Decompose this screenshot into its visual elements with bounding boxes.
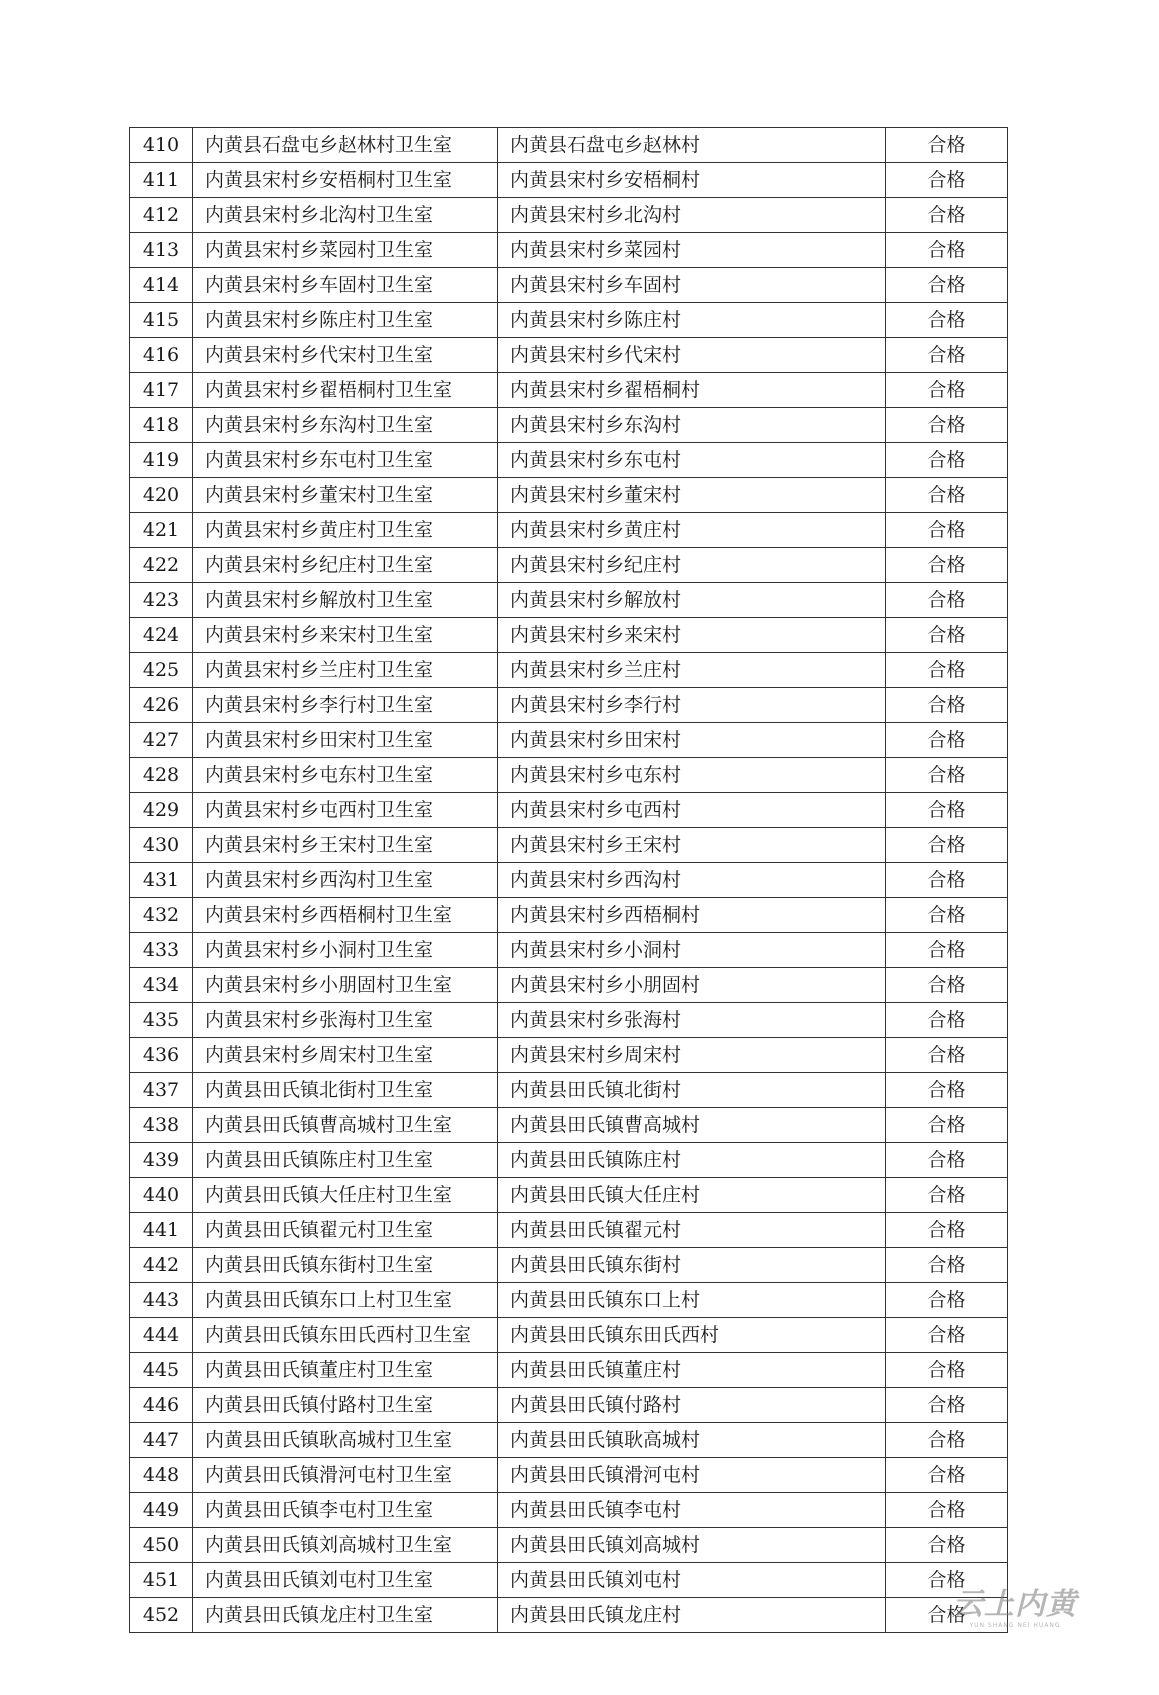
clinic-name: 内黄县石盘屯乡赵林村卫生室 (193, 128, 498, 163)
row-number: 431 (130, 863, 193, 898)
clinic-address: 内黄县宋村乡兰庄村 (498, 653, 886, 688)
clinic-address: 内黄县宋村乡田宋村 (498, 723, 886, 758)
row-number: 411 (130, 163, 193, 198)
inspection-result: 合格 (886, 898, 1008, 933)
clinic-name: 内黄县田氏镇刘屯村卫生室 (193, 1563, 498, 1598)
row-number: 449 (130, 1493, 193, 1528)
table-row (130, 1073, 1008, 1108)
table-row (130, 233, 1008, 268)
clinic-name: 内黄县宋村乡周宋村卫生室 (193, 1038, 498, 1073)
clinic-name: 内黄县田氏镇翟元村卫生室 (193, 1213, 498, 1248)
clinic-address: 内黄县田氏镇翟元村 (498, 1213, 886, 1248)
inspection-result: 合格 (886, 233, 1008, 268)
table-row (130, 1143, 1008, 1178)
clinic-address: 内黄县田氏镇刘高城村 (498, 1528, 886, 1563)
row-number: 417 (130, 373, 193, 408)
inspection-result: 合格 (886, 513, 1008, 548)
table-row (130, 1493, 1008, 1528)
inspection-result: 合格 (886, 1178, 1008, 1213)
clinic-address: 内黄县石盘屯乡赵林村 (498, 128, 886, 163)
table-row (130, 338, 1008, 373)
inspection-result: 合格 (886, 1213, 1008, 1248)
row-number: 426 (130, 688, 193, 723)
clinic-address: 内黄县宋村乡西沟村 (498, 863, 886, 898)
clinic-address: 内黄县田氏镇李屯村 (498, 1493, 886, 1528)
table-row (130, 1003, 1008, 1038)
clinic-address: 内黄县宋村乡董宋村 (498, 478, 886, 513)
clinic-address: 内黄县宋村乡张海村 (498, 1003, 886, 1038)
clinic-name: 内黄县田氏镇北街村卫生室 (193, 1073, 498, 1108)
row-number: 443 (130, 1283, 193, 1318)
table-row (130, 1108, 1008, 1143)
watermark-subtext: YUN SHANG NEI HUANG (969, 1622, 1061, 1629)
table-row (130, 1598, 1008, 1633)
clinic-address: 内黄县田氏镇陈庄村 (498, 1143, 886, 1178)
inspection-result: 合格 (886, 758, 1008, 793)
table-row (130, 408, 1008, 443)
row-number: 416 (130, 338, 193, 373)
clinic-name: 内黄县宋村乡东屯村卫生室 (193, 443, 498, 478)
clinic-address: 内黄县田氏镇刘屯村 (498, 1563, 886, 1598)
clinic-address: 内黄县田氏镇东口上村 (498, 1283, 886, 1318)
inspection-result: 合格 (886, 478, 1008, 513)
table-row (130, 758, 1008, 793)
row-number: 432 (130, 898, 193, 933)
clinic-address: 内黄县宋村乡来宋村 (498, 618, 886, 653)
clinic-name: 内黄县田氏镇耿高城村卫生室 (193, 1423, 498, 1458)
row-number: 440 (130, 1178, 193, 1213)
clinic-address: 内黄县宋村乡屯东村 (498, 758, 886, 793)
clinic-name: 内黄县宋村乡张海村卫生室 (193, 1003, 498, 1038)
clinic-address: 内黄县宋村乡王宋村 (498, 828, 886, 863)
clinic-address: 内黄县田氏镇耿高城村 (498, 1423, 886, 1458)
table-row (130, 128, 1008, 163)
table-row (130, 723, 1008, 758)
clinic-name: 内黄县宋村乡车固村卫生室 (193, 268, 498, 303)
row-number: 445 (130, 1353, 193, 1388)
clinic-address: 内黄县宋村乡陈庄村 (498, 303, 886, 338)
clinic-name: 内黄县宋村乡西沟村卫生室 (193, 863, 498, 898)
inspection-result: 合格 (886, 968, 1008, 1003)
inspection-result: 合格 (886, 163, 1008, 198)
table-row (130, 863, 1008, 898)
clinic-name: 内黄县宋村乡北沟村卫生室 (193, 198, 498, 233)
clinic-address: 内黄县田氏镇付路村 (498, 1388, 886, 1423)
clinic-name: 内黄县宋村乡西梧桐村卫生室 (193, 898, 498, 933)
clinic-name: 内黄县田氏镇东田氏西村卫生室 (193, 1318, 498, 1353)
clinic-name: 内黄县宋村乡田宋村卫生室 (193, 723, 498, 758)
row-number: 424 (130, 618, 193, 653)
clinic-name: 内黄县田氏镇滑河屯村卫生室 (193, 1458, 498, 1493)
clinic-address: 内黄县宋村乡东屯村 (498, 443, 886, 478)
clinic-name: 内黄县宋村乡翟梧桐村卫生室 (193, 373, 498, 408)
table-row (130, 478, 1008, 513)
inspection-result: 合格 (886, 268, 1008, 303)
inspection-result: 合格 (886, 1143, 1008, 1178)
clinic-name: 内黄县田氏镇付路村卫生室 (193, 1388, 498, 1423)
table-row (130, 1283, 1008, 1318)
row-number: 425 (130, 653, 193, 688)
table-row (130, 1388, 1008, 1423)
table-body (130, 128, 1008, 1633)
inspection-result: 合格 (886, 1283, 1008, 1318)
table-row (130, 1213, 1008, 1248)
row-number: 438 (130, 1108, 193, 1143)
clinic-name: 内黄县田氏镇陈庄村卫生室 (193, 1143, 498, 1178)
clinic-name: 内黄县宋村乡小洞村卫生室 (193, 933, 498, 968)
row-number: 452 (130, 1598, 193, 1633)
inspection-result: 合格 (886, 1003, 1008, 1038)
row-number: 437 (130, 1073, 193, 1108)
table-row (130, 898, 1008, 933)
table-row (130, 373, 1008, 408)
table-row (130, 1318, 1008, 1353)
inspection-result: 合格 (886, 1353, 1008, 1388)
row-number: 436 (130, 1038, 193, 1073)
clinic-address: 内黄县田氏镇东街村 (498, 1248, 886, 1283)
clinic-name: 内黄县宋村乡安梧桐村卫生室 (193, 163, 498, 198)
inspection-result: 合格 (886, 793, 1008, 828)
row-number: 418 (130, 408, 193, 443)
row-number: 450 (130, 1528, 193, 1563)
table-row (130, 968, 1008, 1003)
inspection-result: 合格 (886, 373, 1008, 408)
inspection-result: 合格 (886, 1073, 1008, 1108)
table-row (130, 548, 1008, 583)
row-number: 420 (130, 478, 193, 513)
clinic-address: 内黄县宋村乡车固村 (498, 268, 886, 303)
clinic-name: 内黄县田氏镇董庄村卫生室 (193, 1353, 498, 1388)
row-number: 433 (130, 933, 193, 968)
table-row (130, 1248, 1008, 1283)
inspection-result: 合格 (886, 618, 1008, 653)
inspection-result: 合格 (886, 198, 1008, 233)
clinic-name: 内黄县宋村乡王宋村卫生室 (193, 828, 498, 863)
clinic-address: 内黄县宋村乡代宋村 (498, 338, 886, 373)
clinic-address: 内黄县宋村乡安梧桐村 (498, 163, 886, 198)
table-row (130, 1528, 1008, 1563)
clinic-address: 内黄县宋村乡小洞村 (498, 933, 886, 968)
table-row (130, 1038, 1008, 1073)
inspection-result: 合格 (886, 933, 1008, 968)
clinic-address: 内黄县田氏镇董庄村 (498, 1353, 886, 1388)
row-number: 412 (130, 198, 193, 233)
table-row (130, 198, 1008, 233)
table-row (130, 1563, 1008, 1598)
row-number: 435 (130, 1003, 193, 1038)
row-number: 448 (130, 1458, 193, 1493)
row-number: 421 (130, 513, 193, 548)
inspection-result: 合格 (886, 723, 1008, 758)
row-number: 451 (130, 1563, 193, 1598)
inspection-result: 合格 (886, 303, 1008, 338)
inspection-result: 合格 (886, 128, 1008, 163)
row-number: 419 (130, 443, 193, 478)
clinic-name: 内黄县宋村乡董宋村卫生室 (193, 478, 498, 513)
inspection-result: 合格 (886, 1493, 1008, 1528)
row-number: 429 (130, 793, 193, 828)
table-row (130, 688, 1008, 723)
inspection-result: 合格 (886, 1038, 1008, 1073)
watermark-text: 云上内黄 (953, 1587, 1077, 1622)
inspection-result: 合格 (886, 1318, 1008, 1353)
clinic-address: 内黄县田氏镇大任庄村 (498, 1178, 886, 1213)
table-row (130, 303, 1008, 338)
inspection-result: 合格 (886, 1108, 1008, 1143)
clinic-name: 内黄县宋村乡黄庄村卫生室 (193, 513, 498, 548)
clinic-name: 内黄县宋村乡解放村卫生室 (193, 583, 498, 618)
inspection-result: 合格 (886, 1248, 1008, 1283)
row-number: 441 (130, 1213, 193, 1248)
inspection-result: 合格 (886, 828, 1008, 863)
table-row (130, 268, 1008, 303)
clinic-name: 内黄县宋村乡李行村卫生室 (193, 688, 498, 723)
clinic-name: 内黄县宋村乡小朋固村卫生室 (193, 968, 498, 1003)
table-row (130, 933, 1008, 968)
inspection-result: 合格 (886, 1423, 1008, 1458)
inspection-result: 合格 (886, 1458, 1008, 1493)
clinic-address: 内黄县田氏镇龙庄村 (498, 1598, 886, 1633)
row-number: 439 (130, 1143, 193, 1178)
row-number: 427 (130, 723, 193, 758)
watermark-logo (935, 1588, 1095, 1630)
clinic-address: 内黄县田氏镇北街村 (498, 1073, 886, 1108)
table-row (130, 618, 1008, 653)
clinic-name: 内黄县田氏镇李屯村卫生室 (193, 1493, 498, 1528)
clinic-address: 内黄县宋村乡周宋村 (498, 1038, 886, 1073)
clinic-address: 内黄县宋村乡黄庄村 (498, 513, 886, 548)
row-number: 430 (130, 828, 193, 863)
clinic-address: 内黄县宋村乡西梧桐村 (498, 898, 886, 933)
clinic-address: 内黄县宋村乡翟梧桐村 (498, 373, 886, 408)
table-row (130, 583, 1008, 618)
table-row (130, 1458, 1008, 1493)
row-number: 422 (130, 548, 193, 583)
inspection-result: 合格 (886, 443, 1008, 478)
inspection-result: 合格 (886, 548, 1008, 583)
row-number: 446 (130, 1388, 193, 1423)
table-row (130, 443, 1008, 478)
clinic-name: 内黄县田氏镇东街村卫生室 (193, 1248, 498, 1283)
row-number: 423 (130, 583, 193, 618)
table-row (130, 793, 1008, 828)
clinic-name: 内黄县宋村乡屯东村卫生室 (193, 758, 498, 793)
inspection-result: 合格 (886, 338, 1008, 373)
table-row (130, 828, 1008, 863)
table-row (130, 1423, 1008, 1458)
clinic-address: 内黄县宋村乡李行村 (498, 688, 886, 723)
row-number: 428 (130, 758, 193, 793)
table-row (130, 1353, 1008, 1388)
inspection-result: 合格 (886, 408, 1008, 443)
row-number: 434 (130, 968, 193, 1003)
clinic-name: 内黄县田氏镇龙庄村卫生室 (193, 1598, 498, 1633)
clinic-name: 内黄县宋村乡代宋村卫生室 (193, 338, 498, 373)
inspection-result: 合格 (886, 1563, 1008, 1598)
inspection-result: 合格 (886, 1388, 1008, 1423)
clinic-name: 内黄县田氏镇大任庄村卫生室 (193, 1178, 498, 1213)
clinic-address: 内黄县宋村乡屯西村 (498, 793, 886, 828)
clinic-address: 内黄县田氏镇东田氏西村 (498, 1318, 886, 1353)
clinic-address: 内黄县宋村乡东沟村 (498, 408, 886, 443)
clinic-name: 内黄县田氏镇曹高城村卫生室 (193, 1108, 498, 1143)
inspection-result: 合格 (886, 863, 1008, 898)
clinic-name: 内黄县宋村乡纪庄村卫生室 (193, 548, 498, 583)
clinic-name: 内黄县宋村乡兰庄村卫生室 (193, 653, 498, 688)
clinic-address: 内黄县宋村乡北沟村 (498, 198, 886, 233)
clinic-name: 内黄县宋村乡屯西村卫生室 (193, 793, 498, 828)
inspection-result: 合格 (886, 653, 1008, 688)
inspection-result: 合格 (886, 583, 1008, 618)
clinic-name: 内黄县宋村乡陈庄村卫生室 (193, 303, 498, 338)
row-number: 413 (130, 233, 193, 268)
clinic-name: 内黄县田氏镇东口上村卫生室 (193, 1283, 498, 1318)
inspection-result: 合格 (886, 688, 1008, 723)
table-row (130, 163, 1008, 198)
clinic-name: 内黄县宋村乡来宋村卫生室 (193, 618, 498, 653)
row-number: 414 (130, 268, 193, 303)
inspection-result: 合格 (886, 1598, 1008, 1633)
clinic-address: 内黄县宋村乡解放村 (498, 583, 886, 618)
clinic-name: 内黄县宋村乡菜园村卫生室 (193, 233, 498, 268)
clinic-name: 内黄县田氏镇刘高城村卫生室 (193, 1528, 498, 1563)
clinic-address: 内黄县宋村乡小朋固村 (498, 968, 886, 1003)
row-number: 444 (130, 1318, 193, 1353)
table-row (130, 513, 1008, 548)
table-row (130, 653, 1008, 688)
clinic-address: 内黄县宋村乡纪庄村 (498, 548, 886, 583)
row-number: 410 (130, 128, 193, 163)
clinic-address: 内黄县田氏镇滑河屯村 (498, 1458, 886, 1493)
clinic-inspection-table (129, 127, 1008, 1633)
row-number: 447 (130, 1423, 193, 1458)
row-number: 442 (130, 1248, 193, 1283)
clinic-address: 内黄县宋村乡菜园村 (498, 233, 886, 268)
clinic-address: 内黄县田氏镇曹高城村 (498, 1108, 886, 1143)
table-row (130, 1178, 1008, 1213)
inspection-result: 合格 (886, 1528, 1008, 1563)
clinic-name: 内黄县宋村乡东沟村卫生室 (193, 408, 498, 443)
row-number: 415 (130, 303, 193, 338)
